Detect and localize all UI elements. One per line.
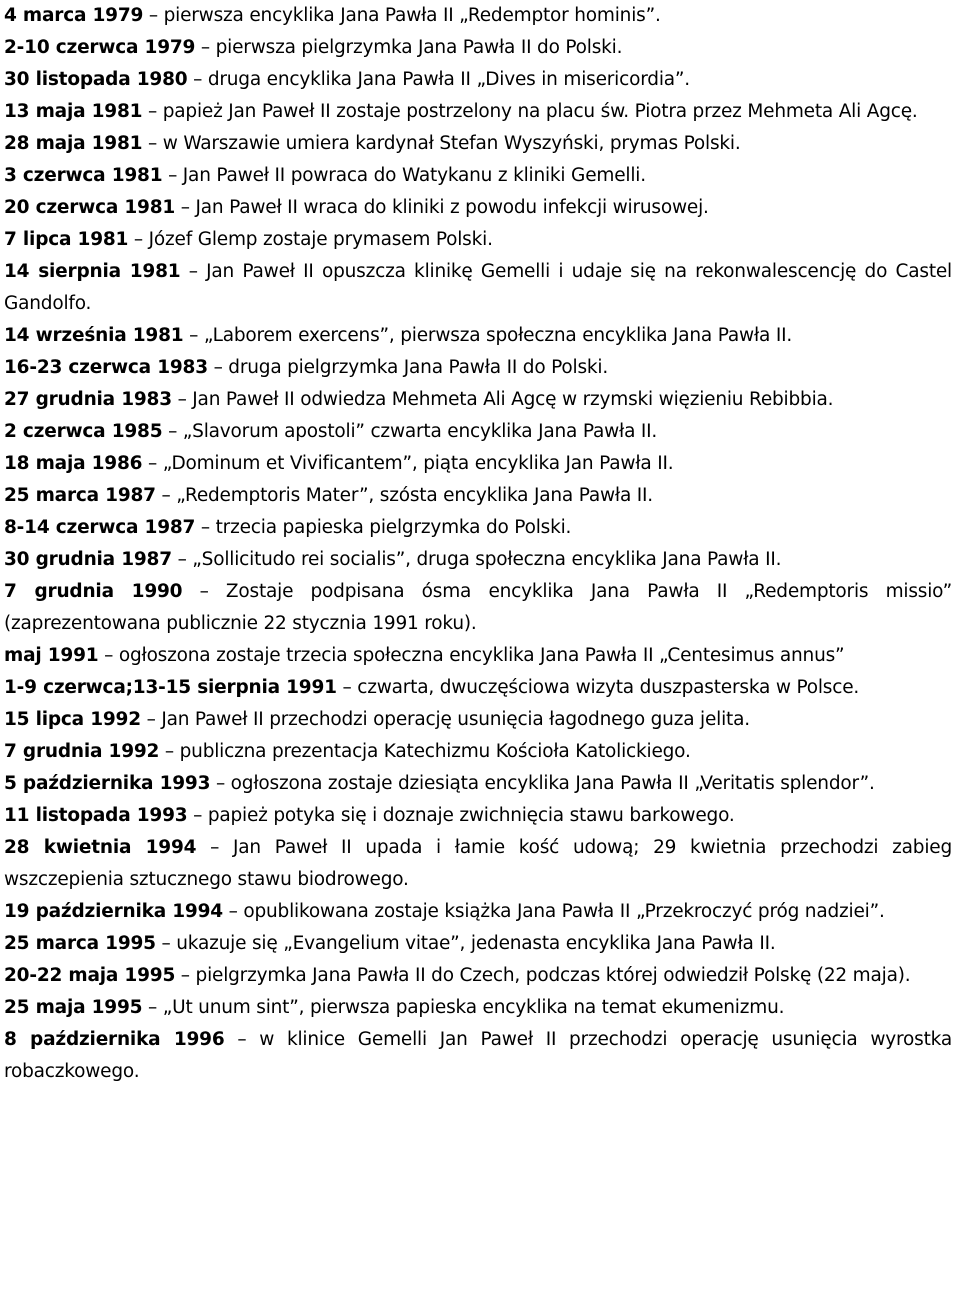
timeline-entry — [4, 896, 952, 928]
entry-date: 15 lipca 1992 — [4, 709, 141, 730]
timeline-entry — [4, 0, 952, 32]
entry-date: 25 maja 1995 — [4, 997, 143, 1018]
entry-text: – papież Jan Paweł II zostaje postrzelony na placu św. Piotra przez Mehmeta Ali Agcę. — [142, 101, 918, 122]
entry-date: 28 kwietnia 1994 — [4, 837, 197, 858]
entry-date: 8-14 czerwca 1987 — [4, 517, 196, 538]
entry-text: – „Sollicitudo rei socialis”, druga społeczna encyklika Jana Pawła II. — [171, 549, 782, 570]
entry-date: 25 marca 1995 — [4, 933, 156, 954]
entry-text: – trzecia papieska pielgrzymka do Polski. — [195, 517, 572, 538]
entry-date: 16-23 czerwca 1983 — [4, 357, 208, 378]
entry-date: 30 listopada 1980 — [4, 69, 188, 90]
timeline-entry — [4, 928, 952, 960]
entry-date: 28 maja 1981 — [4, 133, 143, 154]
entry-date: 27 grudnia 1983 — [4, 389, 172, 410]
entry-text: – druga encyklika Jana Pawła II „Dives in misericordia”. — [187, 69, 690, 90]
entry-date: 18 maja 1986 — [4, 453, 143, 474]
timeline-entry — [4, 448, 952, 480]
entry-date: 7 lipca 1981 — [4, 229, 129, 250]
entry-text: – pierwsza encyklika Jana Pawła II „Redemptor hominis”. — [143, 5, 661, 26]
timeline-entry — [4, 1024, 952, 1088]
timeline-entry — [4, 704, 952, 736]
entry-text: – w Warszawie umiera kardynał Stefan Wyszyński, prymas Polski. — [142, 133, 741, 154]
timeline-entry — [4, 480, 952, 512]
entry-text: – ogłoszona zostaje trzecia społeczna encyklika Jana Pawła II „Centesimus annus” — [98, 645, 845, 666]
timeline-entry — [4, 32, 952, 64]
timeline-entry — [4, 512, 952, 544]
entry-text: – „Laborem exercens”, pierwsza społeczna encyklika Jana Pawła II. — [183, 325, 793, 346]
timeline-entry — [4, 384, 952, 416]
entry-date: 3 czerwca 1981 — [4, 165, 163, 186]
entry-text: – Józef Glemp zostaje prymasem Polski. — [128, 229, 493, 250]
entry-date: 20-22 maja 1995 — [4, 965, 176, 986]
entry-date: 13 maja 1981 — [4, 101, 143, 122]
entry-date: 20 czerwca 1981 — [4, 197, 176, 218]
entry-date: 5 października 1993 — [4, 773, 211, 794]
entry-text: – Zostaje podpisana ósma encyklika Jana Pawła II „Redemptoris missio” (zaprezentowana publicznie 22 stycznia 1991 roku). — [4, 581, 952, 634]
timeline-entry — [4, 320, 952, 352]
entry-text: – Jan Paweł II powraca do Watykanu z kliniki Gemelli. — [162, 165, 646, 186]
entry-date: 7 grudnia 1990 — [4, 581, 183, 602]
entry-date: 4 marca 1979 — [4, 5, 144, 26]
timeline-entry — [4, 64, 952, 96]
entry-date: 7 grudnia 1992 — [4, 741, 160, 762]
timeline-entry — [4, 576, 952, 640]
entry-text: – Jan Paweł II wraca do kliniki z powodu infekcji wirusowej. — [175, 197, 709, 218]
timeline-entry — [4, 192, 952, 224]
timeline-entry — [4, 992, 952, 1024]
timeline-entry — [4, 544, 952, 576]
timeline-entry — [4, 960, 952, 992]
entry-text: – pierwsza pielgrzymka Jana Pawła II do Polski. — [195, 37, 623, 58]
entry-date: 14 września 1981 — [4, 325, 184, 346]
entry-date: 11 listopada 1993 — [4, 805, 188, 826]
timeline-entry — [4, 256, 952, 320]
entry-date: maj 1991 — [4, 645, 99, 666]
timeline-entry — [4, 96, 952, 128]
entry-text: – papież potyka się i doznaje zwichnięcia stawu barkowego. — [187, 805, 735, 826]
timeline-entry — [4, 672, 952, 704]
entry-text: – ogłoszona zostaje dziesiąta encyklika Jana Pawła II „Veritatis splendor”. — [210, 773, 875, 794]
entry-text: – w klinice Gemelli Jan Paweł II przechodzi operację usunięcia wyrostka robaczkowego. — [4, 1029, 952, 1082]
timeline-entry — [4, 736, 952, 768]
entry-text: – ukazuje się „Evangelium vitae”, jedenasta encyklika Jana Pawła II. — [155, 933, 776, 954]
entry-date: 30 grudnia 1987 — [4, 549, 172, 570]
timeline-entry — [4, 832, 952, 896]
entry-text: – Jan Paweł II upada i łamie kość udową; 29 kwietnia przechodzi zabieg wszczepienia sztucznego stawu biodrowego. — [4, 837, 953, 890]
entry-text: – „Ut unum sint”, pierwsza papieska encyklika na temat ekumenizmu. — [142, 997, 785, 1018]
timeline-entry — [4, 352, 952, 384]
timeline-entry — [4, 416, 952, 448]
timeline-entry — [4, 800, 952, 832]
entry-date: 1-9 czerwca;13-15 sierpnia 1991 — [4, 677, 337, 698]
entry-text: – pielgrzymka Jana Pawła II do Czech, podczas której odwiedził Polskę (22 maja). — [175, 965, 911, 986]
entry-text: – czwarta, dwuczęściowa wizyta duszpasterska w Polsce. — [336, 677, 860, 698]
timeline-entry — [4, 768, 952, 800]
entry-text: – opublikowana zostaje książka Jana Pawła II „Przekroczyć próg nadziei”. — [222, 901, 885, 922]
entry-text: – „Dominum et Vivificantem”, piąta encyklika Jan Pawła II. — [142, 453, 674, 474]
entry-text: – „Redemptoris Mater”, szósta encyklika Jana Pawła II. — [155, 485, 653, 506]
entry-text: – Jan Paweł II opuszcza klinikę Gemelli i udaje się na rekonwalescencję do Castel Gandolfo. — [4, 261, 952, 314]
entry-date: 2 czerwca 1985 — [4, 421, 163, 442]
timeline-entry — [4, 640, 952, 672]
entry-date: 19 października 1994 — [4, 901, 223, 922]
timeline-entry — [4, 128, 952, 160]
entry-text: – „Slavorum apostoli” czwarta encyklika Jana Pawła II. — [162, 421, 658, 442]
entry-date: 8 października 1996 — [4, 1029, 225, 1050]
entry-date: 25 marca 1987 — [4, 485, 156, 506]
entry-text: – Jan Paweł II odwiedza Mehmeta Ali Agcę w rzymski więzieniu Rebibbia. — [171, 389, 834, 410]
entry-date: 14 sierpnia 1981 — [4, 261, 181, 282]
entry-text: – druga pielgrzymka Jana Pawła II do Polski. — [207, 357, 609, 378]
entry-text: – Jan Paweł II przechodzi operację usunięcia łagodnego guza jelita. — [140, 709, 750, 730]
entry-date: 2-10 czerwca 1979 — [4, 37, 196, 58]
timeline-entry — [4, 224, 952, 256]
timeline-entry — [4, 160, 952, 192]
entry-text: – publiczna prezentacja Katechizmu Kościoła Katolickiego. — [159, 741, 691, 762]
